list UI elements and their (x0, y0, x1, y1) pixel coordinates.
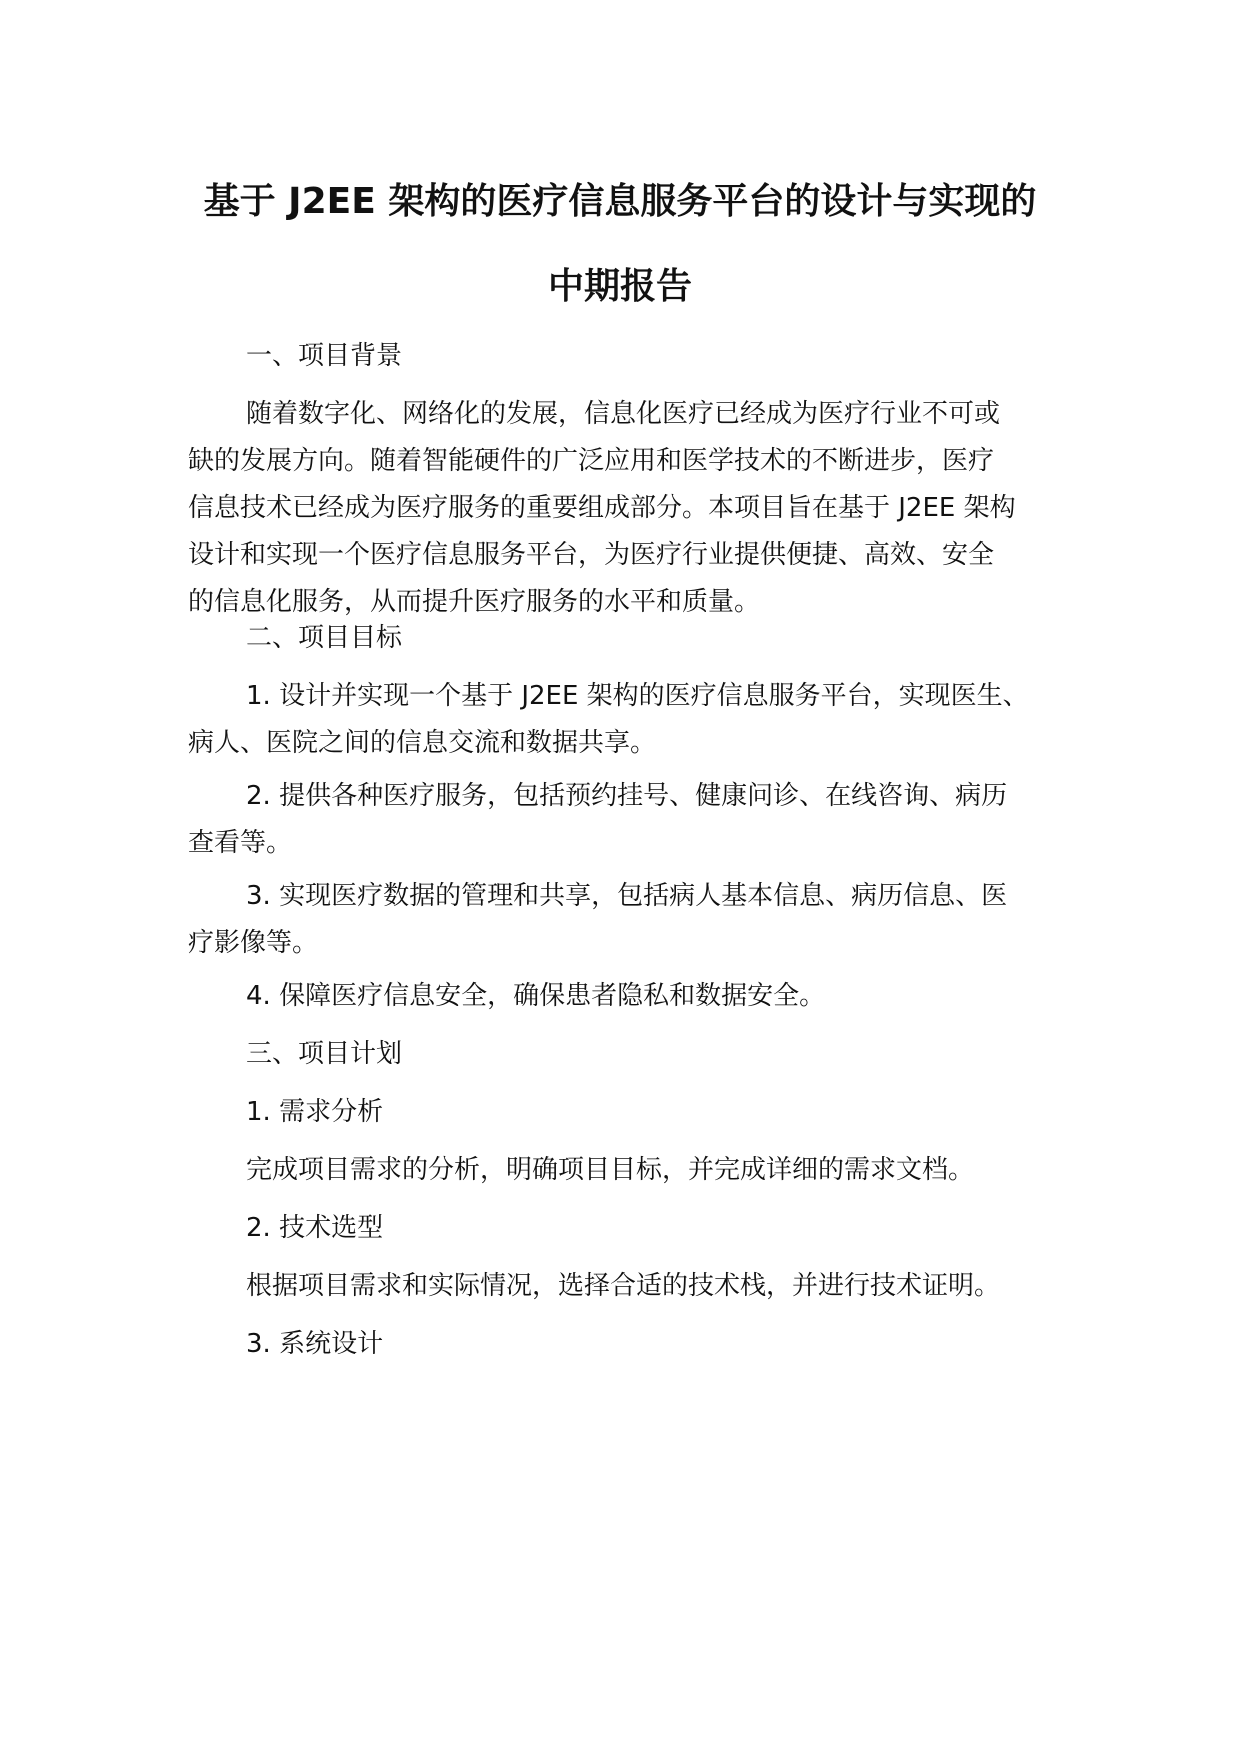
section1-body-line: 设计和实现一个医疗信息服务平台，为医疗行业提供便捷、高效、安全 (188, 540, 995, 570)
section1-body-line: 的信息化服务，从而提升医疗服务的水平和质量。 (188, 587, 761, 617)
section2-heading: 二、项目目标 (246, 623, 403, 653)
document-title-line1: 基于 J2EE 架构的医疗信息服务平台的设计与实现的 (203, 181, 1037, 222)
goal-1-line: 病人、医院之间的信息交流和数据共享。 (188, 728, 657, 758)
goal-3-line: 疗影像等。 (188, 928, 319, 958)
goal-4: 4. 保障医疗信息安全，确保患者隐私和数据安全。 (246, 981, 826, 1011)
goal-2-line: 查看等。 (188, 828, 293, 858)
plan-1-body: 完成项目需求的分析，明确项目目标，并完成详细的需求文档。 (246, 1155, 975, 1185)
goal-3-line: 3. 实现医疗数据的管理和共享，包括病人基本信息、病历信息、医 (246, 881, 1008, 911)
plan-2-body: 根据项目需求和实际情况，选择合适的技术栈，并进行技术证明。 (246, 1271, 1001, 1301)
section1-body-line: 缺的发展方向。随着智能硬件的广泛应用和医学技术的不断进步，医疗 (188, 446, 995, 476)
plan-2-heading: 2. 技术选型 (246, 1213, 384, 1243)
section1-body (188, 391, 1088, 626)
section1-body-line: 信息技术已经成为医疗服务的重要组成部分。本项目旨在基于 J2EE 架构 (188, 493, 1016, 523)
plan-1-heading: 1. 需求分析 (246, 1097, 384, 1127)
document-title-line2: 中期报告 (547, 266, 692, 307)
section3-heading: 三、项目计划 (246, 1039, 403, 1069)
goal-1 (188, 673, 1088, 767)
goal-3 (188, 873, 1088, 967)
goal-2-line: 2. 提供各种医疗服务，包括预约挂号、健康问诊、在线咨询、病历 (246, 781, 1008, 811)
goal-1-line: 1. 设计并实现一个基于 J2EE 架构的医疗信息服务平台，实现医生、 (246, 681, 1029, 711)
section1-body-line: 随着数字化、网络化的发展，信息化医疗已经成为医疗行业不可或 (246, 399, 1001, 429)
goal-2 (188, 773, 1088, 867)
section1-heading: 一、项目背景 (246, 341, 403, 371)
plan-3-heading: 3. 系统设计 (246, 1329, 384, 1359)
